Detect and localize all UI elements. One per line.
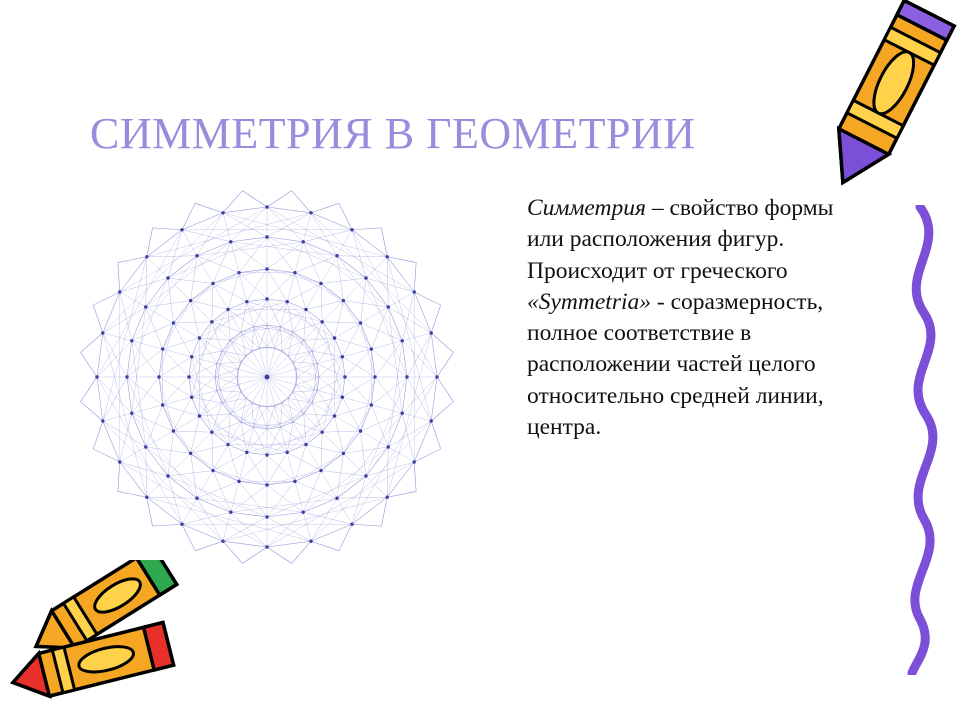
symmetric-star-mandala-figure xyxy=(78,188,456,566)
crayon-top-right-icon xyxy=(790,0,961,224)
body-lead-word: Симметрия xyxy=(527,195,646,221)
purple-squiggle-icon xyxy=(890,205,960,675)
mandala-svg xyxy=(78,188,456,566)
body-paragraph xyxy=(527,193,857,443)
body-greek-word: «Symmetria» xyxy=(527,288,652,315)
body-text-part-2: - соразмерность, полное соответствие в расположении частей целого относительно средней линии, центра. xyxy=(527,288,824,440)
body-text-part-1: – свойство формы или расположения фигур. Происходит от греческого xyxy=(527,195,834,284)
crayons-bottom-left-icon xyxy=(0,560,230,713)
page-title: СИММЕТРИЯ В ГЕОМЕТРИИ xyxy=(90,109,696,158)
